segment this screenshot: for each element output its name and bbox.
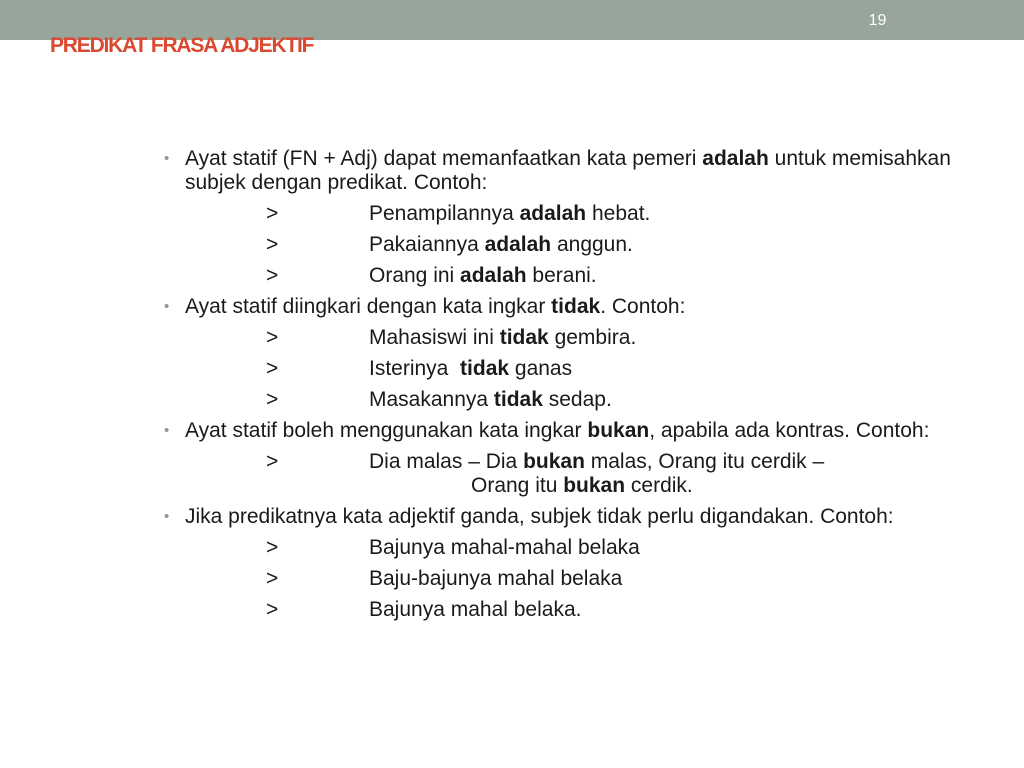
example-text: Dia malas – Dia — [369, 450, 524, 473]
arrow-icon: > — [266, 450, 279, 473]
bullet-text: untuk memisahkan subjek dengan predikat. Contoh: — [185, 147, 951, 194]
example-line — [164, 450, 964, 498]
example-line — [164, 326, 964, 350]
bullet-icon: • — [164, 298, 170, 315]
bullet-keyword: adalah — [702, 147, 769, 170]
example-continuation — [369, 474, 964, 498]
example-text: Bajunya mahal belaka. — [369, 598, 582, 621]
example-keyword: bukan — [523, 450, 585, 473]
example-line — [164, 567, 964, 591]
example-line — [164, 264, 964, 288]
example-text: Masakannya — [369, 388, 494, 411]
arrow-icon: > — [266, 326, 279, 349]
example-text: Pakaiannya — [369, 233, 485, 256]
example-line — [164, 357, 964, 381]
arrow-icon: > — [266, 598, 279, 621]
example-text: Isterinya — [369, 357, 461, 380]
example-text: Penampilannya — [369, 202, 520, 225]
example-text: Mahasiswi ini — [369, 326, 500, 349]
arrow-icon: > — [266, 202, 279, 225]
bullet-kata-ingkar-bukan — [164, 419, 964, 443]
bullet-icon: • — [164, 150, 170, 167]
example-text: ganas — [509, 357, 573, 380]
slide-number: 19 — [868, 12, 887, 29]
bullet-text: Ayat statif diingkari dengan kata ingkar — [185, 295, 552, 318]
slide-title: PREDIKAT FRASA ADJEKTIF — [50, 34, 314, 57]
example-keyword: adalah — [519, 202, 587, 225]
example-line — [164, 598, 964, 622]
arrow-icon: > — [266, 264, 279, 287]
bullet-icon: • — [164, 508, 170, 525]
example-keyword: adalah — [484, 233, 552, 256]
example-line — [164, 202, 964, 226]
bullet-keyword: bukan — [587, 419, 650, 442]
example-keyword: tidak — [460, 357, 510, 380]
arrow-icon: > — [266, 233, 279, 256]
example-text: malas, Orang itu cerdik – — [584, 450, 825, 473]
example-text: Bajunya mahal-mahal belaka — [369, 536, 640, 559]
bullet-adjektif-ganda — [164, 505, 964, 529]
example-line — [164, 536, 964, 560]
bullet-icon: • — [164, 422, 170, 439]
example-text: gembira. — [548, 326, 637, 349]
bullet-text: Jika predikatnya kata adjektif ganda, subjek tidak perlu digandakan. Contoh: — [185, 505, 894, 528]
example-text: anggun. — [551, 233, 633, 256]
arrow-icon: > — [266, 388, 279, 411]
arrow-icon: > — [266, 536, 279, 559]
example-text: cerdik. — [625, 474, 693, 497]
arrow-icon: > — [266, 357, 279, 380]
example-text: Orang ini — [369, 264, 461, 287]
arrow-icon: > — [266, 567, 279, 590]
example-text: berani. — [526, 264, 597, 287]
example-text: Baju-bajunya mahal belaka — [369, 567, 623, 590]
example-keyword: tidak — [499, 326, 549, 349]
bullet-kata-pemeri — [164, 147, 964, 195]
example-line — [164, 388, 964, 412]
example-line — [164, 233, 964, 257]
example-text: sedap. — [542, 388, 612, 411]
bullet-text: . Contoh: — [600, 295, 686, 318]
bullet-text: , apabila ada kontras. Contoh: — [649, 419, 930, 442]
example-text: Orang itu — [471, 474, 564, 497]
example-keyword: adalah — [460, 264, 527, 287]
slide-content — [164, 147, 964, 622]
example-text: hebat. — [586, 202, 651, 225]
bullet-kata-ingkar-tidak — [164, 295, 964, 319]
bullet-keyword: tidak — [551, 295, 601, 318]
example-keyword: bukan — [563, 474, 626, 497]
example-keyword: tidak — [493, 388, 543, 411]
bullet-text: Ayat statif boleh menggunakan kata ingkar — [185, 419, 588, 442]
bullet-text: Ayat statif (FN + Adj) dapat memanfaatkan kata pemeri — [185, 147, 703, 170]
